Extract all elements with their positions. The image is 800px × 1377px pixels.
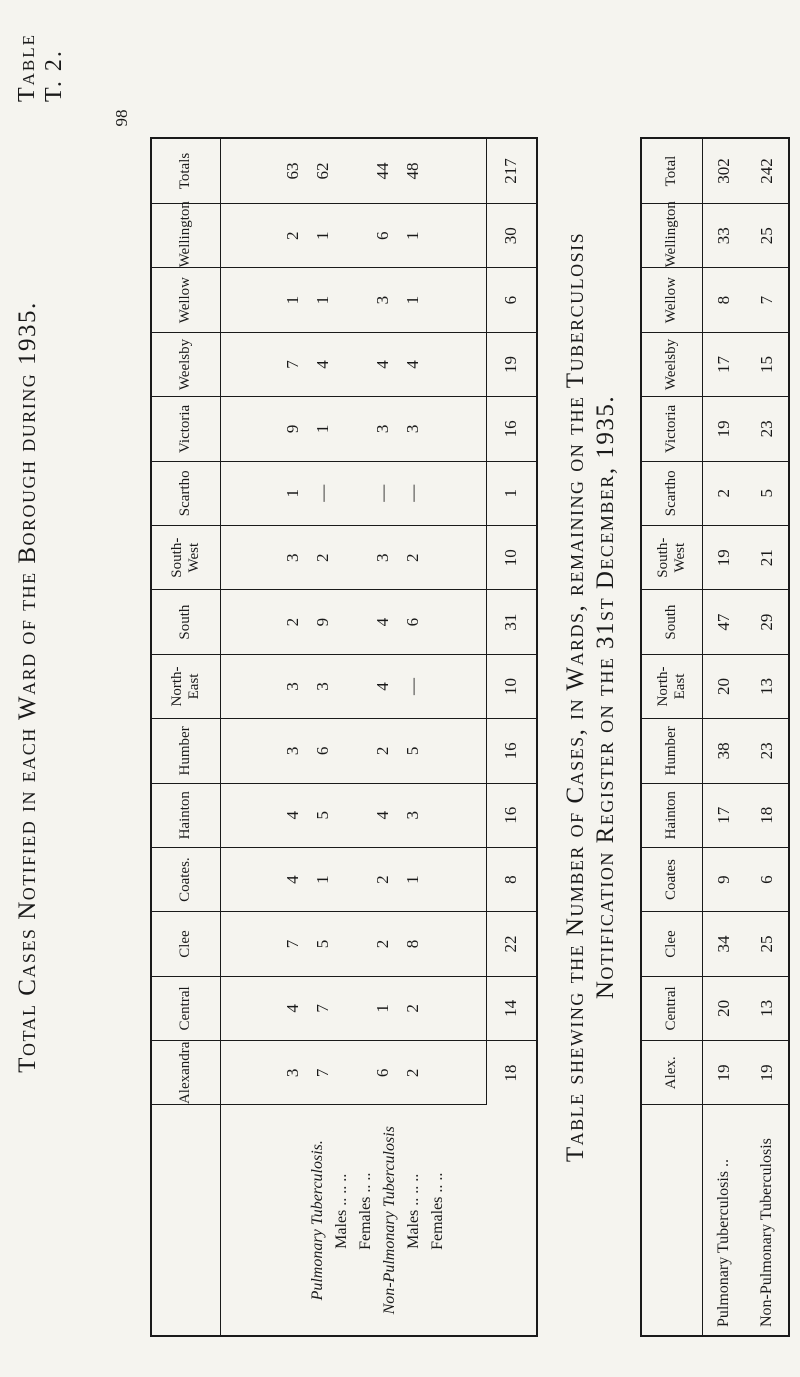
- ward-total: 30: [486, 204, 536, 268]
- ward-values: 9 1 3 3: [220, 397, 486, 461]
- ward-values: 4 1 2 1: [220, 847, 486, 911]
- row-label-pul-males: Males .. .. ..: [333, 1173, 351, 1249]
- row-label-non-pulmonary: Non-Pulmonary Tuberculosis: [381, 1126, 399, 1315]
- row-label: Non-Pulmonary Tuberculosis: [757, 1138, 775, 1327]
- column-header: South-West: [152, 525, 220, 589]
- ward-total: 16: [486, 397, 536, 461]
- column-header: Alex.: [642, 1041, 702, 1105]
- cell: 19: [702, 397, 745, 461]
- column-header: South: [642, 590, 702, 654]
- column-header: Humber: [152, 719, 220, 783]
- column-header: South: [152, 590, 220, 654]
- cell: 19: [745, 1041, 788, 1105]
- column-header: Wellington: [152, 204, 220, 268]
- cell: 38: [702, 719, 745, 783]
- column-header: Scartho: [642, 461, 702, 525]
- cell: 20: [702, 654, 745, 718]
- column-header: Clee: [642, 912, 702, 976]
- ward-total: 16: [486, 783, 536, 847]
- cell: 19: [702, 1041, 745, 1105]
- table2-title-line2: Notification Register on the 31st December, 1935.: [592, 394, 619, 1000]
- table2-title-line1: Table shewing the Number of Cases, in Wards, remaining on the Tuberculosis: [562, 231, 589, 1163]
- ward-notifications-table: [150, 137, 538, 1337]
- cell: 8: [702, 268, 745, 332]
- totals-values: 63 62 44 48: [220, 139, 486, 204]
- cell: 6: [745, 847, 788, 911]
- ward-total: 10: [486, 525, 536, 589]
- cell: 17: [702, 332, 745, 396]
- row-label-np-males: Males .. .. ..: [405, 1173, 423, 1249]
- cell: 20: [702, 976, 745, 1040]
- ward-values: 4 7 1 2: [220, 976, 486, 1040]
- column-header: Wellow: [642, 268, 702, 332]
- ward-values: 3 6 2 5: [220, 719, 486, 783]
- column-header: Victoria: [152, 397, 220, 461]
- row-label-np-females: Females .. ..: [429, 1172, 447, 1250]
- cell: 33: [702, 204, 745, 268]
- cell: 34: [702, 912, 745, 976]
- column-header: Central: [152, 976, 220, 1040]
- ward-total: 10: [486, 654, 536, 718]
- ward-total: 14: [486, 976, 536, 1040]
- cell: 5: [745, 461, 788, 525]
- cell: 17: [702, 783, 745, 847]
- ward-total: 18: [486, 1041, 536, 1105]
- column-header: Humber: [642, 719, 702, 783]
- row-label-pul-females: Females .. ..: [357, 1172, 375, 1250]
- cell: 9: [702, 847, 745, 911]
- cell: 15: [745, 332, 788, 396]
- column-header: Alexandra: [152, 1041, 220, 1105]
- table1-title: Total Cases Notified in each Ward of the Borough during 1935.: [14, 301, 41, 1073]
- cell: 23: [745, 719, 788, 783]
- ward-total: 8: [486, 847, 536, 911]
- row-label-pulmonary: Pulmonary Tuberculosis.: [309, 1140, 327, 1301]
- column-header: Central: [642, 976, 702, 1040]
- cell: 23: [745, 397, 788, 461]
- column-header: Total: [642, 139, 702, 204]
- ward-total: 16: [486, 719, 536, 783]
- cell: 13: [745, 976, 788, 1040]
- cell: 18: [745, 783, 788, 847]
- column-header: Victoria: [642, 397, 702, 461]
- column-header: Totals: [152, 139, 220, 204]
- column-header: Coates.: [152, 847, 220, 911]
- column-header: Hainton: [152, 783, 220, 847]
- ward-values: 1 — — —: [220, 461, 486, 525]
- ward-values: 4 5 4 3: [220, 783, 486, 847]
- cell: 19: [702, 525, 745, 589]
- page-number: 98: [112, 109, 131, 127]
- column-header: Wellington: [642, 204, 702, 268]
- ward-values: 3 3 4 —: [220, 654, 486, 718]
- table-label: Table T. 2.: [14, 32, 67, 102]
- column-header: South-West: [642, 525, 702, 589]
- ward-total: 22: [486, 912, 536, 976]
- column-header: Wellow: [152, 268, 220, 332]
- cell-total: 302: [702, 139, 745, 204]
- cell: 47: [702, 590, 745, 654]
- ward-total: 31: [486, 590, 536, 654]
- cell: 21: [745, 525, 788, 589]
- row-label-header: [152, 1105, 220, 1335]
- ward-values: 3 7 6 2: [220, 1041, 486, 1105]
- ward-values: 7 4 4 4: [220, 332, 486, 396]
- ward-total: 6: [486, 268, 536, 332]
- column-header: Hainton: [642, 783, 702, 847]
- ward-values: 7 5 2 8: [220, 912, 486, 976]
- ward-total: 19: [486, 332, 536, 396]
- column-header: North-East: [152, 654, 220, 718]
- row-label: Pulmonary Tuberculosis ..: [714, 1158, 732, 1327]
- column-header: Coates: [642, 847, 702, 911]
- row-labels: [220, 1105, 536, 1335]
- column-header: Weelsby: [642, 332, 702, 396]
- grand-total: 217: [486, 139, 536, 204]
- cell-total: 242: [745, 139, 788, 204]
- register-remaining-table: [640, 137, 790, 1337]
- column-header: Scartho: [152, 461, 220, 525]
- cell: 25: [745, 912, 788, 976]
- column-header: North-East: [642, 654, 702, 718]
- column-header: Weelsby: [152, 332, 220, 396]
- cell: 13: [745, 654, 788, 718]
- ward-values: 2 1 6 1: [220, 204, 486, 268]
- ward-values: 2 9 4 6: [220, 590, 486, 654]
- cell: 25: [745, 204, 788, 268]
- column-header: Clee: [152, 912, 220, 976]
- row-label-header: [642, 1105, 702, 1335]
- cell: 29: [745, 590, 788, 654]
- cell: 7: [745, 268, 788, 332]
- ward-values: 1 1 3 1: [220, 268, 486, 332]
- ward-total: 1: [486, 461, 536, 525]
- cell: 2: [702, 461, 745, 525]
- ward-values: 3 2 3 2: [220, 525, 486, 589]
